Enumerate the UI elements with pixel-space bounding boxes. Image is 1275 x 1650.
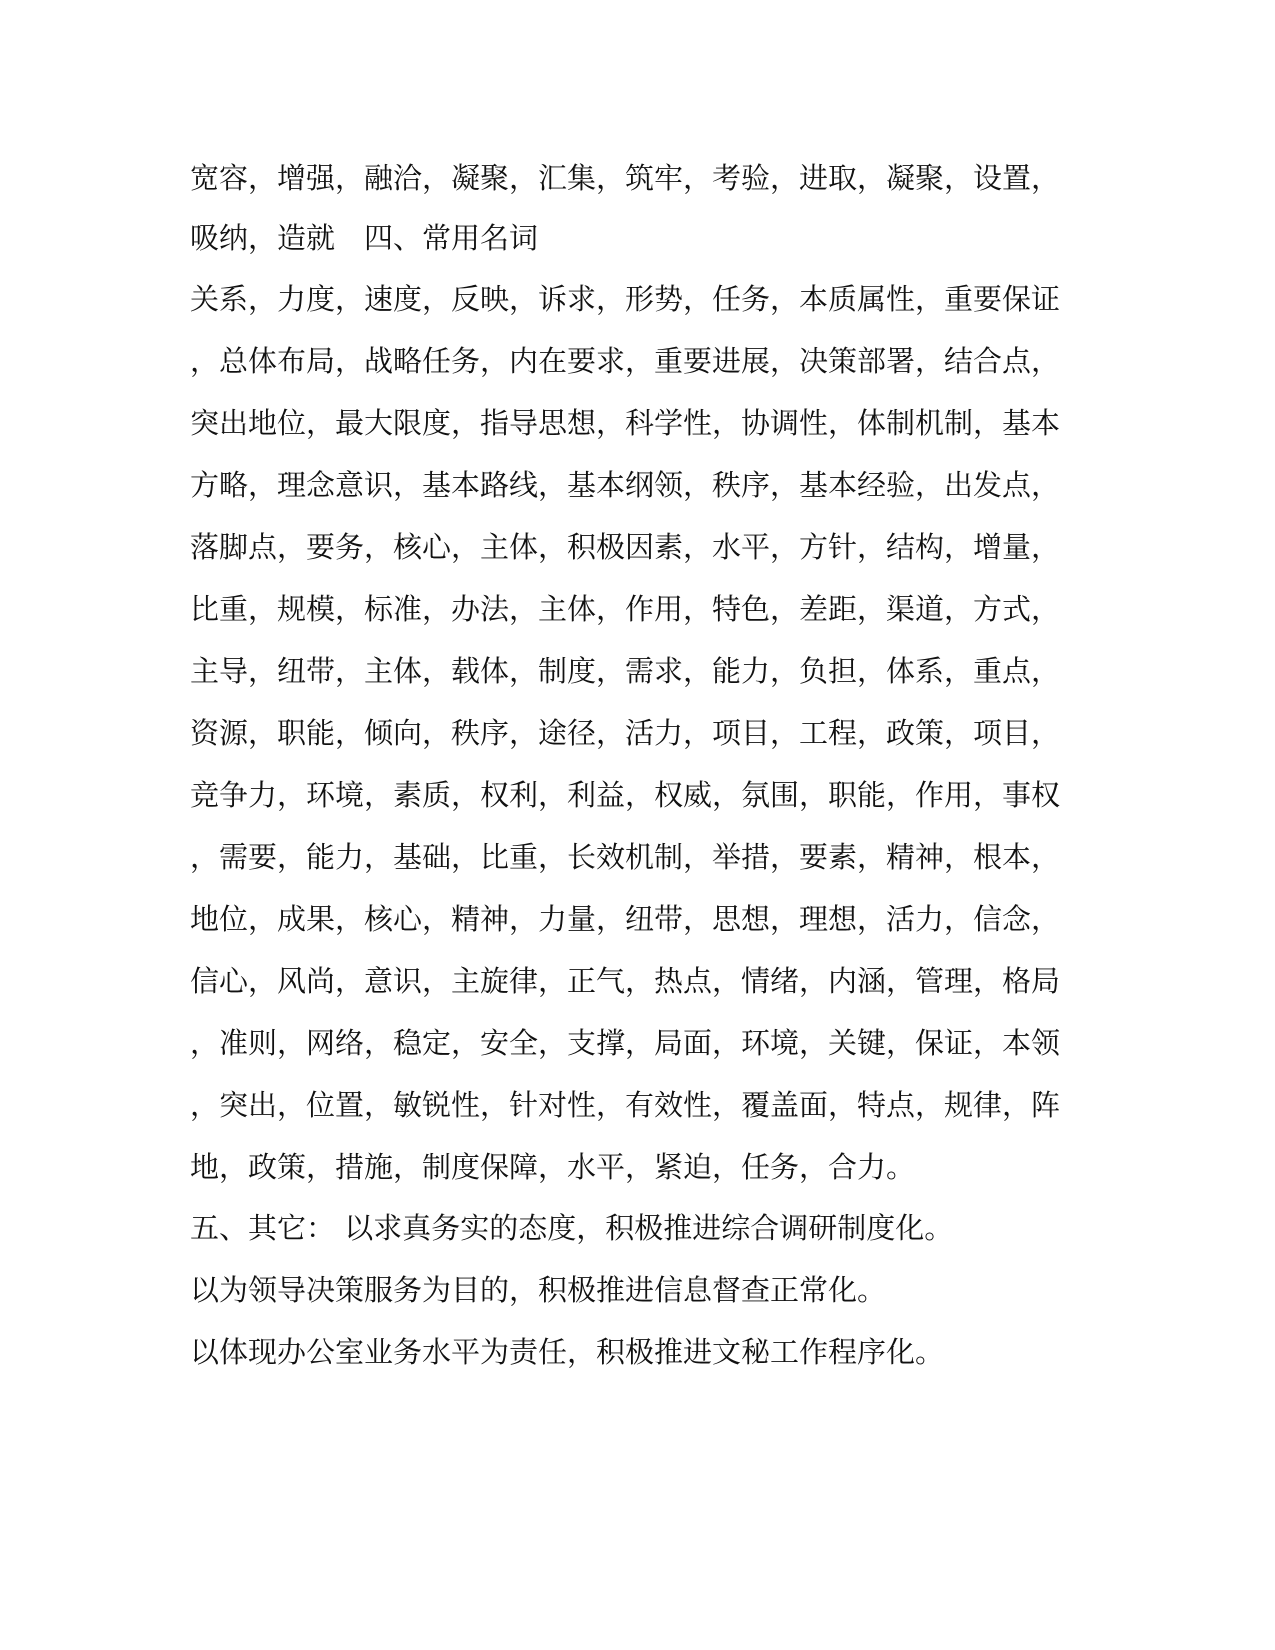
text-line: 主导，纽带，主体，载体，制度，需求，能力，负担，体系，重点， (190, 654, 1061, 688)
text-line: 地，政策，措施，制度保障，水平，紧迫，任务，合力。 (190, 1150, 916, 1184)
text-line: 比重，规模，标准，办法，主体，作用，特色，差距，渠道，方式， (190, 592, 1061, 626)
text-line: 落脚点，要务，核心，主体，积极因素，水平，方针，结构，增量， (190, 530, 1061, 564)
text-line: 突出地位，最大限度，指导思想，科学性，协调性，体制机制，基本 (190, 406, 1061, 440)
text-line: ，突出，位置，敏锐性，针对性，有效性，覆盖面，特点，规律，阵 (190, 1088, 1061, 1122)
text-line: 吸纳，造就 四、常用名词 (190, 221, 539, 255)
text-line: 资源，职能，倾向，秩序，途径，活力，项目，工程，政策，项目， (190, 716, 1061, 750)
section-heading-line: 五、其它： 以求真务实的态度，积极推进综合调研制度化。 (190, 1211, 954, 1245)
text-line: ，需要，能力，基础，比重，长效机制，举措，要素，精神，根本， (190, 840, 1061, 874)
text-line: ，准则，网络，稳定，安全，支撑，局面，环境，关键，保证，本领 (190, 1026, 1061, 1060)
text-line: ，总体布局，战略任务，内在要求，重要进展，决策部署，结合点， (190, 344, 1061, 378)
text-line: 以为领导决策服务为目的，积极推进信息督查正常化。 (190, 1273, 887, 1307)
text-line: 方略，理念意识，基本路线，基本纲领，秩序，基本经验，出发点， (190, 468, 1061, 502)
text-line: 宽容，增强，融洽，凝聚，汇集，筑牢，考验，进取，凝聚，设置， (190, 161, 1061, 195)
text-line: 地位，成果，核心，精神，力量，纽带，思想，理想，活力，信念， (190, 902, 1061, 936)
text-line: 信心，风尚，意识，主旋律，正气，热点，情绪，内涵，管理，格局 (190, 964, 1061, 998)
text-line: 竞争力，环境，素质，权利，利益，权威，氛围，职能，作用，事权 (190, 778, 1061, 812)
text-line: 关系，力度，速度，反映，诉求，形势，任务，本质属性，重要保证 (190, 282, 1061, 316)
text-line: 以体现办公室业务水平为责任，积极推进文秘工作程序化。 (190, 1335, 945, 1369)
